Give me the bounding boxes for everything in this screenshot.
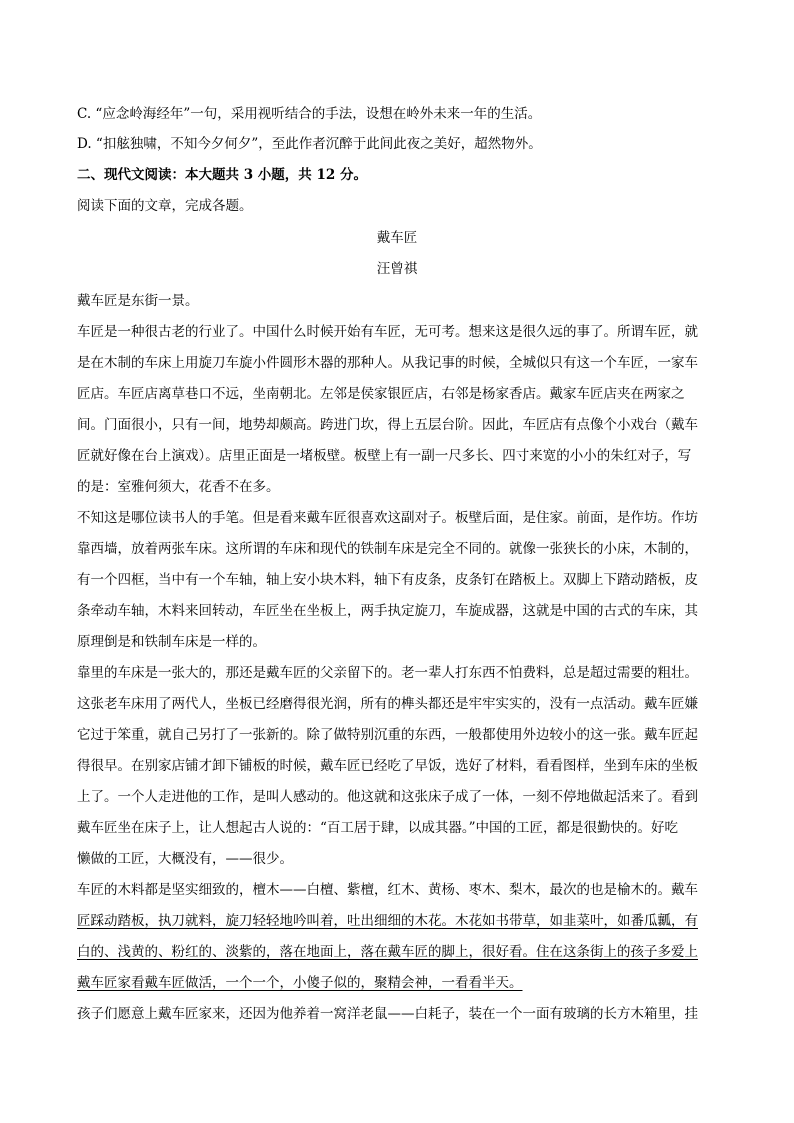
text-line: 的是：室雅何须大，花香不在多。: [77, 479, 280, 495]
text-line: 车匠的木料都是坚实细致的，檀木——白檀、紫檀，红木、黄杨、枣木、梨木，最次的也是榆木的。戴车: [77, 882, 698, 898]
reading-instruction: 阅读下面的文章，完成各题。: [77, 198, 253, 214]
text-line: 懒做的工匠，大概没有，——很少。: [77, 851, 293, 867]
section-heading: 二、现代文阅读：本大题共 3 小题，共 12 分。: [77, 167, 367, 183]
text-line: 匠店。车匠店离草巷口不远，坐南朝北。左邻是侯家银匠店，右邻是杨家香店。戴家车匠店夹在两家之: [77, 386, 685, 402]
text-line: 是在木制的车床上用旋刀车旋小件圆形木器的那种人。从我记事的时候，全城似只有这一个车匠，一家车: [77, 355, 698, 371]
underlined-line: 匠踩动踏板，执刀就料，旋刀轻轻地吟叫着，吐出细细的木花。木花如书带草，如韭菜叶，如番瓜瓤，有: [77, 913, 698, 929]
underlined-line: 戴车匠家看戴车匠做活，一个一个，小傻子似的，聚精会神，一看看半天。: [77, 975, 523, 991]
text-line: 匠就好像在台上演戏）。店里正面是一堵板壁。板壁上有一副一尺多长、四寸来宽的小小的朱红对子，写: [77, 448, 692, 464]
text-line: 上了。一个人走进他的工作，是叫人感动的。他这就和这张床子成了一体，一刻不停地做起活来了。看到: [77, 789, 698, 805]
text-line: 它过于笨重，就自己另打了一张新的。除了做特别沉重的东西，一般都使用外边较小的这一张。戴车匠起: [77, 727, 698, 743]
option-d: D. “扣舷独啸，不知今夕何夕”，至此作者沉醉于此间此夜之美好，超然物外。: [77, 136, 542, 152]
text-line: 戴车匠坐在床子上，让人想起古人说的：“百工居于肆，以成其器。”中国的工匠，都是很勤快的。好吃: [77, 820, 679, 836]
underlined-line: 白的、浅黄的、粉红的、淡紫的，落在地面上，落在戴车匠的脚上，很好看。住在这条街上的孩子多爱上: [77, 944, 698, 960]
text-line: 间。门面很小，只有一间，地势却颇高。跨进门坎，得上五层台阶。因此，车匠店有点像个小戏台（戴车: [77, 417, 698, 433]
text-line: 不知这是哪位读书人的手笔。但是看来戴车匠很喜欢这副对子。板壁后面，是住家。前面，是作坊。作坊: [77, 510, 698, 526]
text-line: 原理倒是和铁制车床是一样的。: [77, 634, 266, 650]
text-line: 戴车匠是东街一景。: [77, 293, 199, 309]
article-title: 戴车匠: [376, 230, 418, 246]
text-line: 条牵动车轴，木料来回转动，车匠坐在坐板上，两手执定旋刀，车旋成器，这就是中国的古式的车床，其: [77, 603, 698, 619]
text-line: 有一个四框，当中有一个车轴，轴上安小块木料，轴下有皮条，皮条钉在踏板上。双脚上下踏动踏板，皮: [77, 572, 698, 588]
text-line: 靠里的车床是一张大的，那还是戴车匠的父亲留下的。老一辈人打东西不怕费料，总是超过需要的粗壮。: [77, 665, 698, 681]
text-line: 得很早。在别家店铺才卸下铺板的时候，戴车匠已经吃了早饭，选好了材料，看看图样，坐到车床的坐板: [77, 758, 698, 774]
text-line: 这张老车床用了两代人，坐板已经磨得很光润，所有的榫头都还是牢牢实实的，没有一点活动。戴车匠嫌: [77, 696, 698, 712]
article-author: 汪曾祺: [376, 261, 418, 277]
text-line: 孩子们愿意上戴车匠家来，还因为他养着一窝洋老鼠——白耗子，装在一个一面有玻璃的长方木箱里，挂: [77, 1006, 698, 1022]
text-line: 靠西墙，放着两张车床。这所谓的车床和现代的铁制车床是完全不同的。就像一张狭长的小床，木制的，: [77, 541, 698, 557]
option-c: C. “应念岭海经年”一句，采用视听结合的手法，设想在岭外未来一年的生活。: [77, 106, 542, 122]
text-line: 车匠是一种很古老的行业了。中国什么时候开始有车匠，无可考。想来这是很久远的事了。所谓车匠，就: [77, 324, 698, 340]
